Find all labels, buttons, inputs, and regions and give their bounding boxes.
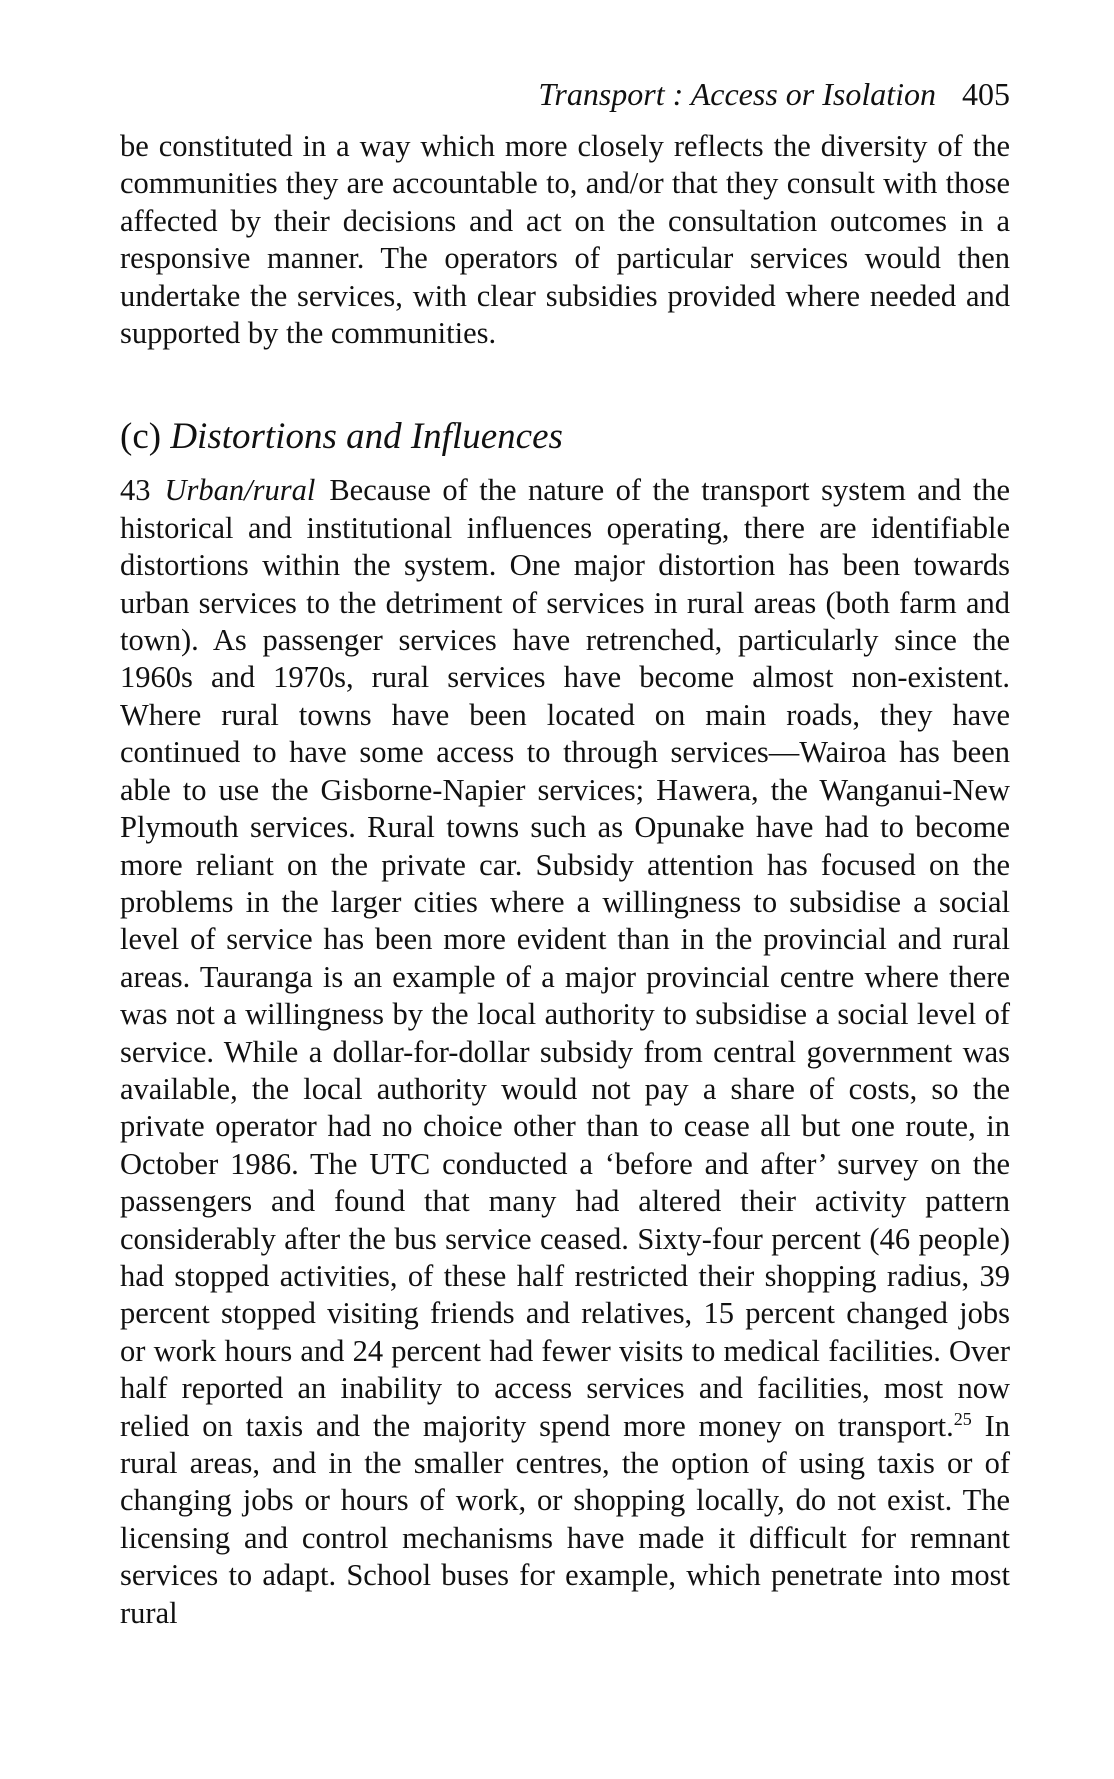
page-number: 405 xyxy=(962,76,1010,112)
running-head xyxy=(120,74,1010,114)
footnote-reference[interactable]: 25 xyxy=(953,1408,972,1429)
paragraph-43-text-part-1: Because of the nature of the transport system and the historical and institutional influences operating, there are identifiable distortions within the system. One major distortion has been towards urban services to the detriment of services in rural areas (both farm and town). As passenger services have retrenched, particularly since the 1960s and 1970s, rural services have become almost non-existent. Where rural towns have been located on main roads, they have continued to have some access to through services—Wairoa has been able to use the Gisborne-Napier services; Hawera, the Wanganui-New Plymouth services. Rural towns such as Opunake have had to become more reliant on the private car. Subsidy attention has focused on the problems in the larger cities where a willingness to subsidise a social level of service has been more evident than in the provincial and rural areas. Tauranga is an example of a major provincial centre where there was not a willingness by the local authority to subsidise a social level of service. While a dollar-for-dollar subsidy from central government was available, the local authority would not pay a share of costs, so the private operator had no choice other than to cease all but one route, in October 1986. The UTC conducted a ‘before and after’ survey on the passengers and found that many had altered their activity pattern considerably after the bus service ceased. Sixty-four percent (46 people) had stopped activities, of these half restricted their shopping radius, 39 percent stopped visiting friends and relatives, 15 percent changed jobs or work hours and 24 percent had fewer visits to medical facilities. Over half reported an inability to access services and facilities, most now relied on taxis and the majority spend more money on transport. xyxy=(120,473,1010,1443)
section-title: Distortions and Influences xyxy=(170,416,563,458)
continuation-paragraph: be constituted in a way which more closely reflects the diversity of the communities they are accountable to, and/or that they consult with those affected by their decisions and act on the consultation outcomes in a responsive manner. The operators of particular services would then undertake the services, with clear subsidies provided where needed and supported by the communities. xyxy=(120,129,1010,351)
book-page xyxy=(120,74,1010,1632)
run-in-heading: Urban/rural xyxy=(164,473,316,508)
paragraph-43 xyxy=(120,472,1010,1632)
section-heading xyxy=(120,414,1010,460)
section-label: (c) xyxy=(120,416,162,458)
paragraph-number: 43 xyxy=(120,473,151,508)
running-title: Transport : Access or Isolation xyxy=(538,76,936,112)
paragraph-43-text-part-2: In rural areas, and in the smaller centres, the option of using taxis or of changing jobs or hours of work, or shopping locally, do not exist. The licensing and control mechanisms have made it difficult for remnant services to adapt. School buses for example, which penetrate into most rural xyxy=(120,1408,1010,1630)
